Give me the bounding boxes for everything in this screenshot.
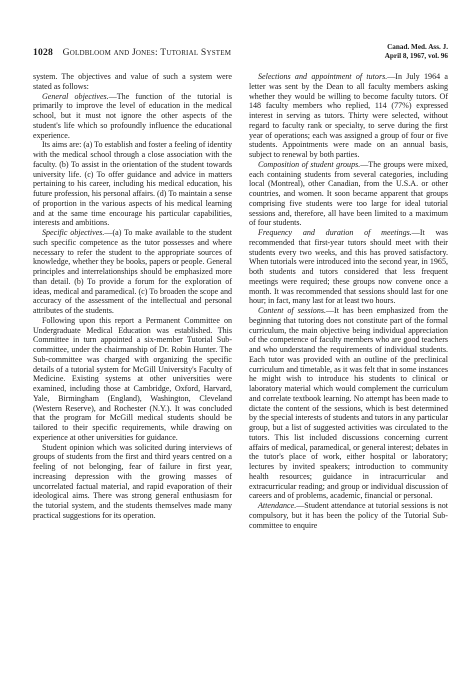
paragraph [33,140,232,228]
paragraph [249,306,448,501]
paragraph [33,316,232,443]
paragraph [33,72,232,92]
paragraph-text: —It was recommended that first-year tutors should meet with their students every two weeks, and this has proved satisfactory. When tutorials were introduced into the second year, in 1965, both students and tutors considered that less frequent meetings were required; these groups now convene once a month. It was recommended that sessions should last for one hour; in fact, many last for at least two hours. [249,228,448,306]
journal-citation [385,43,448,60]
paragraph-text: —(a) To make available to the student such specific competence as the tutor possesses and where necessary to refer the student to the appropriate sources of knowledge, whether they be books, papers or people. General principles and interrelationships should be emphasized more than detail. (b) To provide a forum for the exploration of ideas, medical and paramedical. (c) To broaden the scope and accuracy of the assessment of the intellectual and personal attributes of the students. [33,228,232,315]
paragraph-text: —The function of the tutorial is primarily to improve the level of education in the medical school, but it must not ignore the other aspects of the student's life which so profoundly influence the educational experience. [33,91,232,140]
paragraph-heading: Specific objectives. [42,228,105,237]
running-header [33,38,448,72]
right-column [249,72,448,530]
paragraph-text: —In July 1964 a letter was sent by the Dean to all faculty members asking whether they would be willing to become faculty tutors. Of 148 faculty members who replied, 114 (77%) expressed interest in serving as tutors. Thirty were selected, without regard to faculty rank or specialty, to serve during the first year of operations; each was assigned a group of four or five students. Appointments were made on an annual basis, subject to renewal by both parties. [249,72,448,159]
paragraph [249,228,448,306]
paragraph-heading: Content of sessions. [258,306,326,315]
paragraph-text: Following upon this report a Permanent Committee on Undergraduate Medical Education was established. This Committee in turn appointed a six-member Tutorial Sub-committee, under the chairmanship of Dr. Robin Hunter. The Sub-committee was charged with organizing the specific details of a tutorial system for McGill University's Faculty of Medicine. Existing systems at other universities were examined, including those at Cambridge, Oxford, Harvard, Yale, Birmingham (England), Washington, Cleveland (Western Reserve), and Rochester (N.Y.). It was concluded that the program for McGill medical students should be tailored to their specific requirements, while drawing on experience at other universities for guidance. [33,315,232,442]
paragraph-text: —It has been emphasized from the beginning that tutoring does not constitute part of the formal curriculum, the main objective being individual appreciation of the competence of faculty members who are good teachers and who understand the requirements of individual students. Each tutor was provided with an outline of the preclinical curriculum and timetable, as it was felt that in some instances he might wish to introduce his students to clinical or laboratory material which would complement the curriculum and correlate textbook learning. No attempt has been made to dictate the content of the sessions, which is best determined by the special interests of students and tutors in any particular group, but a list of suggested activities was circulated to the tutors. This list included discussions concerning current affairs of medical, paramedical, or general interest; debates in the tutor's place of work, either hospital or laboratory; lectures by invited speakers; introduction to community health resources; guidance in intracurricular and extracurricular reading; and group or individual discussion of careers and of problems, academic, financial or personal. [249,306,448,501]
journal-date-volume: April 8, 1967, vol. 96 [384,51,448,60]
paragraph-heading: Frequency and duration of meetings. [258,228,412,237]
paragraph-heading: Selections and appointment of tutors. [258,72,388,81]
page-number: 1028 [33,47,53,58]
running-title: Goldbloom and Jones: Tutorial System [62,47,232,58]
paragraph [249,72,448,160]
paragraph-text: Student opinion which was solicited during interviews of groups of students from the first and third years centred on a feeling of not belonging, fear of failure in first year, increasing depression with the growing masses of uncorrelated factual material, and rapid evaporation of their ideological aims. There was strong general enthusiasm for the tutorial system, and the students themselves made many practical suggestions for its operation. [33,442,232,520]
paragraph-heading: Composition of student groups. [258,159,361,169]
paragraph-text: system. The objectives and value of such a system were stated as follows: [33,72,232,91]
paragraph [33,443,232,521]
header-left [33,47,231,58]
paragraph [33,92,232,141]
paragraph-text: Its aims are: (a) To establish and foster a feeling of identity with the medical school through a close association with the faculty. (b) To assist in the orientation of the student towards university life. (c) To offer guidance and advice in matters pertaining to his career, including his medical education, his future profession, his personal affairs. (d) To maintain a sense of proportion in the various aspects of his medical learning and at the same time encourage his particular capabilities, interests and ambitions. [33,140,232,228]
paragraph [33,228,232,316]
body-columns [33,72,448,530]
left-column [33,72,232,530]
paragraph-text: —Student attendance at tutorial sessions is not compulsory, but it has been the policy of the Tutorial Sub-committee to enquire [249,501,448,530]
journal-name: Canad. Med. Ass. J. [387,43,448,51]
paragraph [249,160,448,228]
paragraph-heading: General objectives. [42,91,109,101]
paragraph [249,501,448,530]
paragraph-heading: Attendance. [258,501,297,510]
paragraph-text: —The groups were mixed, each containing students from several categories, including local (Montreal), other Canadian, from the U.S.A. or other countries, and women. It soon became apparent that groups comprising five students were too large for ideal tutorial sessions and, therefore, all have been limited to a maximum of four students. [249,159,448,228]
